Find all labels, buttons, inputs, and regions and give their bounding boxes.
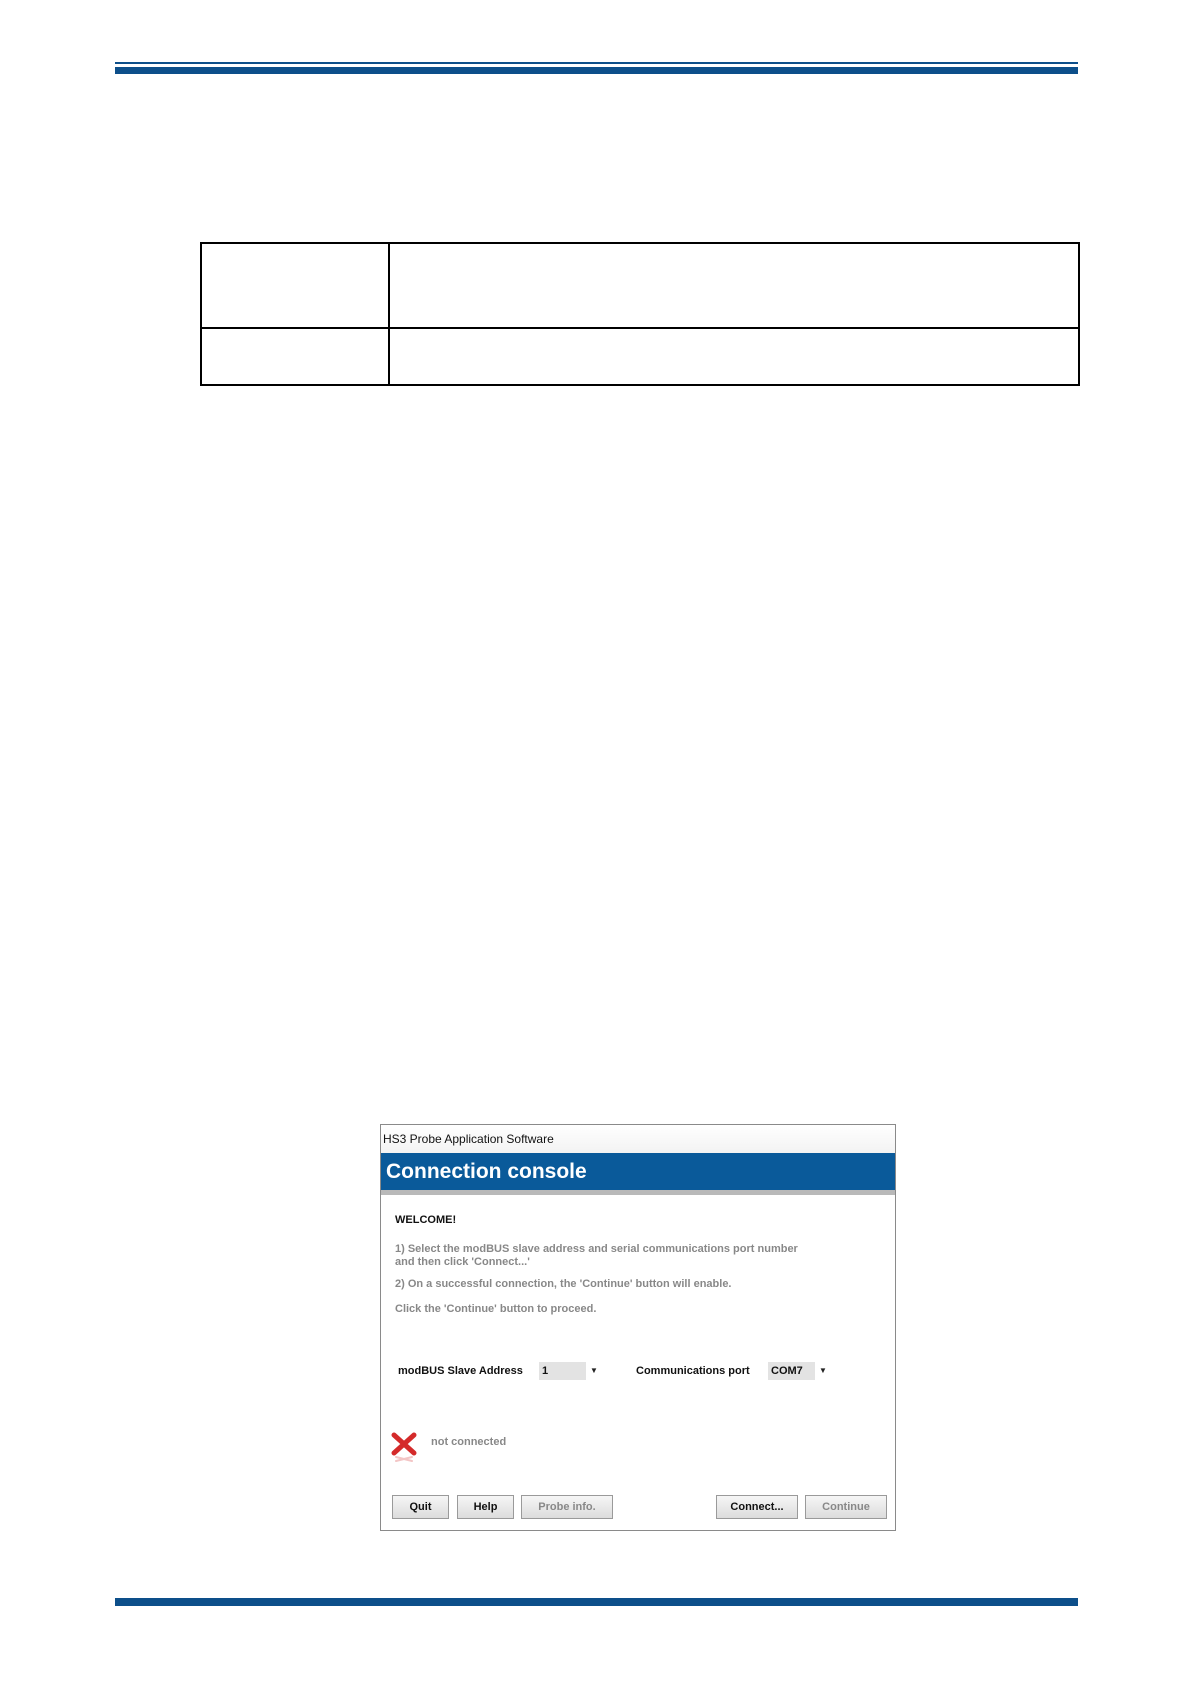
comm-port-value: COM7 (768, 1362, 815, 1380)
document-table (200, 242, 1080, 386)
instruction-step-2: 2) On a successful connection, the 'Continue' button will enable. (395, 1278, 732, 1290)
console-header: Connection console (381, 1153, 895, 1190)
help-button[interactable]: Help (457, 1495, 514, 1519)
connect-button[interactable]: Connect... (716, 1495, 798, 1519)
welcome-text: WELCOME! (395, 1214, 457, 1226)
probe-info-button[interactable]: Probe info. (521, 1495, 613, 1519)
table-row (201, 243, 1079, 328)
app-window-screenshot (380, 1124, 896, 1531)
header-rule-thin (115, 62, 1078, 64)
comm-port-select[interactable] (768, 1362, 830, 1380)
table-cell (201, 243, 389, 328)
footer-rule (115, 1598, 1078, 1606)
header-divider (381, 1190, 895, 1195)
continue-button[interactable]: Continue (805, 1495, 887, 1519)
chevron-down-icon[interactable]: ▼ (587, 1362, 601, 1380)
instruction-step-3: Click the 'Continue' button to proceed. (395, 1303, 597, 1315)
instruction-step-1: 1) Select the modBUS slave address and serial communications port number and then click 'Connect...' (395, 1243, 798, 1268)
slave-address-select[interactable] (539, 1362, 601, 1380)
header-rule-thick (115, 67, 1078, 74)
table-cell (389, 243, 1079, 328)
comm-port-label: Communications port (636, 1365, 750, 1377)
connection-status: not connected (431, 1436, 507, 1448)
slave-address-value: 1 (539, 1362, 586, 1380)
quit-button[interactable]: Quit (392, 1495, 449, 1519)
slave-address-label: modBUS Slave Address (398, 1365, 523, 1377)
chevron-down-icon[interactable]: ▼ (816, 1362, 830, 1380)
red-x-icon (391, 1431, 417, 1463)
table-cell (389, 328, 1079, 385)
table-cell (201, 328, 389, 385)
window-title: HS3 Probe Application Software (381, 1125, 895, 1153)
table-row (201, 328, 1079, 385)
